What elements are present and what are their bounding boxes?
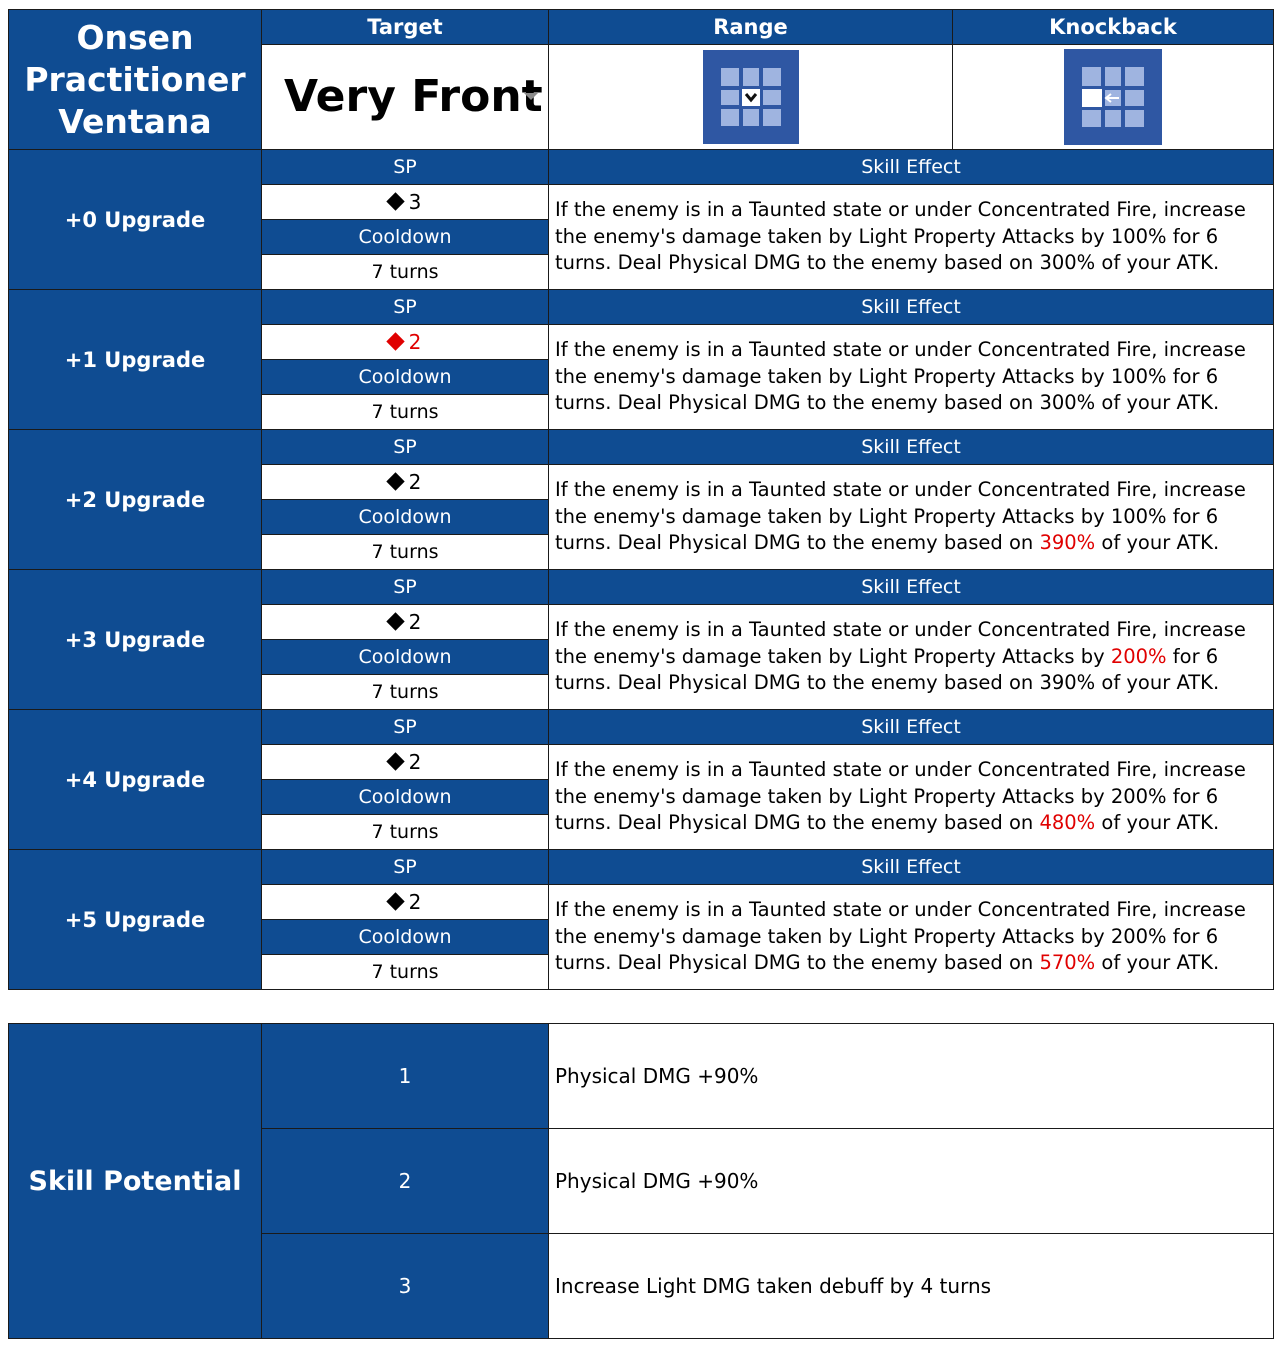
knockback-grid-icon xyxy=(1064,49,1162,145)
sp-header: SP xyxy=(262,850,549,885)
effect-segment: for 6 turns. Deal Physical DMG to the enemy based on 390% of your ATK. xyxy=(555,644,1220,695)
target-value-cell[interactable] xyxy=(262,45,549,150)
cooldown-value: 7 turns xyxy=(262,815,549,850)
cooldown-header: Cooldown xyxy=(262,780,549,815)
skill-effect-text xyxy=(549,745,1274,850)
character-name xyxy=(9,10,262,150)
sp-value xyxy=(262,185,549,220)
character-name-line-1: Onsen xyxy=(76,17,194,57)
cooldown-value: 7 turns xyxy=(262,955,549,990)
effect-segment: If the enemy is in a Taunted state or under Concentrated Fire, increase the enemy's damage taken by Light Property Attacks by 200% for 6 turns. Deal Physical DMG to the enemy based on xyxy=(555,898,1246,975)
sp-value xyxy=(262,605,549,640)
target-value: Very Front xyxy=(284,71,543,122)
effect-segment: of your ATK. xyxy=(1095,811,1220,835)
knockback-cell xyxy=(953,45,1274,150)
upgrade-label: +2 Upgrade xyxy=(9,430,262,570)
upgrade-label: +3 Upgrade xyxy=(9,570,262,710)
skill-potential-table xyxy=(8,1023,1274,1339)
sp-number: 2 xyxy=(408,750,422,774)
effect-segment: If the enemy is in a Taunted state or under Concentrated Fire, increase the enemy's damage taken by Light Property Attacks by 100% for 6 turns. Deal Physical DMG to the enemy based on xyxy=(555,478,1246,555)
sp-number: 2 xyxy=(408,470,422,494)
diamond-icon xyxy=(386,332,404,350)
range-cell xyxy=(549,45,953,150)
effect-highlight: 480% xyxy=(1039,811,1096,835)
diamond-icon xyxy=(386,192,404,210)
effect-segment: If the enemy is in a Taunted state or under Concentrated Fire, increase the enemy's damage taken by Light Property Attacks by 100% for 6 turns. Deal Physical DMG to the enemy based on 300% of your ATK. xyxy=(555,198,1246,275)
range-header: Range xyxy=(549,10,953,45)
effect-segment: of your ATK. xyxy=(1095,951,1220,975)
skill-effect-text xyxy=(549,605,1274,710)
cooldown-header: Cooldown xyxy=(262,920,549,955)
potential-number: 2 xyxy=(262,1129,549,1234)
sp-value xyxy=(262,885,549,920)
sp-header: SP xyxy=(262,570,549,605)
effect-highlight: 570% xyxy=(1039,951,1096,975)
potential-description: Increase Light DMG taken debuff by 4 turns xyxy=(549,1234,1274,1339)
upgrade-label: +5 Upgrade xyxy=(9,850,262,990)
cooldown-value: 7 turns xyxy=(262,395,549,430)
sp-number: 3 xyxy=(408,190,422,214)
skill-effect-text xyxy=(549,185,1274,290)
skill-effect-header: Skill Effect xyxy=(549,850,1274,885)
chevron-down-icon[interactable] xyxy=(524,93,538,100)
potential-description: Physical DMG +90% xyxy=(549,1129,1274,1234)
skill-effect-header: Skill Effect xyxy=(549,290,1274,325)
sp-header: SP xyxy=(262,290,549,325)
character-name-line-2: Practitioner xyxy=(24,59,246,99)
effect-highlight: 200% xyxy=(1110,644,1167,668)
diamond-icon xyxy=(386,472,404,490)
sp-number: 2 xyxy=(408,890,422,914)
skill-effect-text xyxy=(549,885,1274,990)
effect-segment: If the enemy is in a Taunted state or under Concentrated Fire, increase the enemy's damage taken by Light Property Attacks by 200% for 6 turns. Deal Physical DMG to the enemy based on xyxy=(555,758,1246,835)
cooldown-header: Cooldown xyxy=(262,360,549,395)
diamond-icon xyxy=(386,752,404,770)
effect-segment: If the enemy is in a Taunted state or under Concentrated Fire, increase the enemy's damage taken by Light Property Attacks by xyxy=(555,618,1246,668)
sp-value xyxy=(262,325,549,360)
sp-header: SP xyxy=(262,710,549,745)
effect-segment: If the enemy is in a Taunted state or under Concentrated Fire, increase the enemy's damage taken by Light Property Attacks by 100% for 6 turns. Deal Physical DMG to the enemy based on 300% of your ATK. xyxy=(555,338,1246,415)
potential-number: 3 xyxy=(262,1234,549,1339)
cooldown-value: 7 turns xyxy=(262,675,549,710)
skill-table xyxy=(8,9,1274,990)
upgrade-label: +0 Upgrade xyxy=(9,150,262,290)
skill-effect-header: Skill Effect xyxy=(549,570,1274,605)
cooldown-value: 7 turns xyxy=(262,535,549,570)
skill-effect-header: Skill Effect xyxy=(549,710,1274,745)
range-grid-icon xyxy=(703,50,799,144)
effect-segment: of your ATK. xyxy=(1095,531,1220,555)
skill-effect-header: Skill Effect xyxy=(549,150,1274,185)
skill-potential-label: Skill Potential xyxy=(9,1024,262,1339)
effect-highlight: 390% xyxy=(1039,531,1096,555)
upgrade-label: +4 Upgrade xyxy=(9,710,262,850)
sp-header: SP xyxy=(262,150,549,185)
knockback-header: Knockback xyxy=(953,10,1274,45)
diamond-icon xyxy=(386,612,404,630)
target-header: Target xyxy=(262,10,549,45)
upgrade-label: +1 Upgrade xyxy=(9,290,262,430)
potential-number: 1 xyxy=(262,1024,549,1129)
skill-effect-text xyxy=(549,325,1274,430)
skill-effect-text xyxy=(549,465,1274,570)
cooldown-header: Cooldown xyxy=(262,220,549,255)
sp-number: 2 xyxy=(408,330,422,354)
cooldown-header: Cooldown xyxy=(262,640,549,675)
potential-description: Physical DMG +90% xyxy=(549,1024,1274,1129)
cooldown-header: Cooldown xyxy=(262,500,549,535)
diamond-icon xyxy=(386,892,404,910)
skill-effect-header: Skill Effect xyxy=(549,430,1274,465)
sp-header: SP xyxy=(262,430,549,465)
character-name-line-3: Ventana xyxy=(58,101,212,141)
cooldown-value: 7 turns xyxy=(262,255,549,290)
sp-number: 2 xyxy=(408,610,422,634)
sp-value xyxy=(262,465,549,500)
sp-value xyxy=(262,745,549,780)
